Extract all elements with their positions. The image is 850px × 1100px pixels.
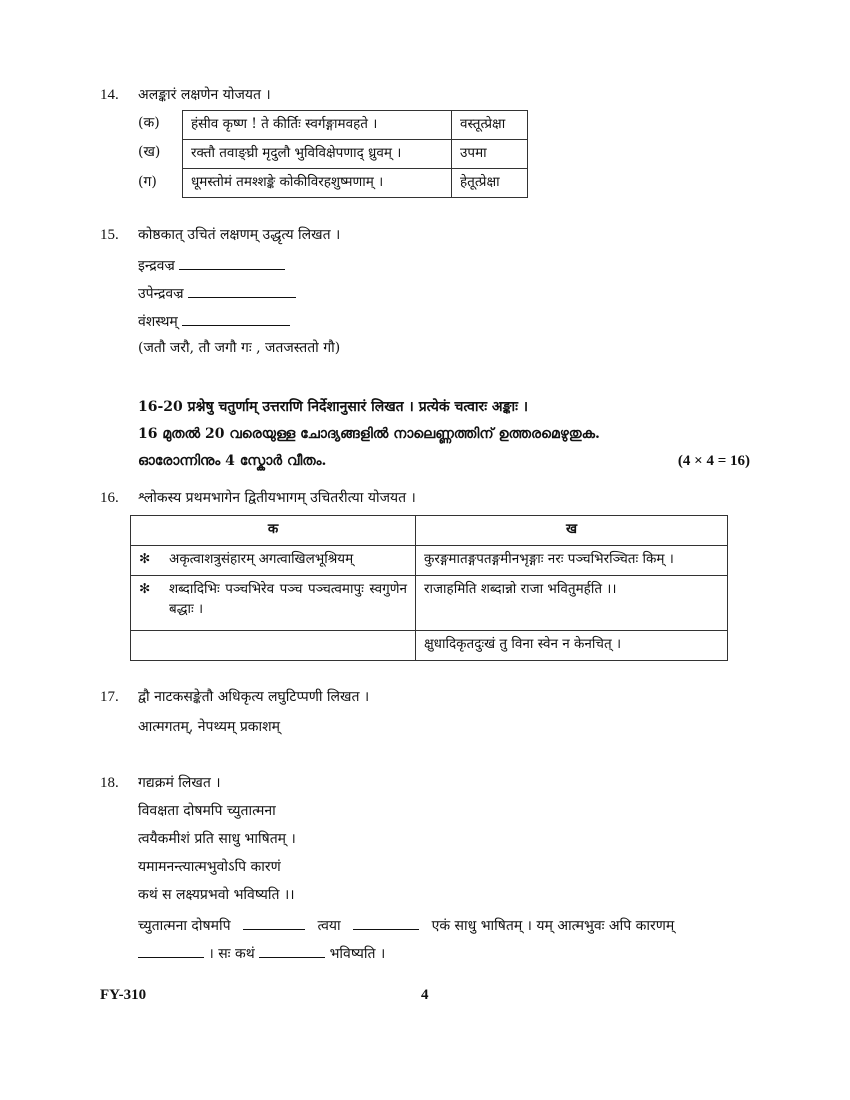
meter-name: उपेन्द्रवज्र: [138, 286, 184, 302]
row-label: (क): [138, 115, 160, 131]
prose-line: [138, 915, 674, 936]
table-row: [131, 576, 728, 631]
question-text: श्लोकस्य प्रथमभागेन द्वितीयभागम् उचितरीत्या योजयत ।: [138, 490, 416, 506]
question-number: 16.: [100, 490, 119, 506]
verse-line: त्वयैकमीशं प्रति साधु भाषितम् ।: [138, 831, 296, 847]
page-number: 4: [421, 987, 429, 1003]
verse-cell: रक्तौ तवाङ्घ्री मृदुलौ भुविविक्षेपणाद् ध्रुवम् ।: [183, 140, 452, 169]
alankara-table: [182, 110, 528, 198]
table-row: [183, 169, 528, 198]
right-cell: कुरङ्गमातङ्गपतङ्गमीनभृङ्गाः नरः पञ्चभिरञ्चितः किम् ।: [416, 546, 728, 576]
malayalam-instruction: ഓരോന്നിനും 4 സ്കോർ വീതം.: [138, 453, 327, 469]
meter-name: वंशस्थम्: [138, 314, 178, 330]
prose-line: [138, 943, 385, 964]
hint-text: (जतौ जरौ, तौ जगौ गः , जतजस्ततो गौ): [138, 340, 341, 356]
figure-cell: उपमा: [452, 140, 528, 169]
question-number: 17.: [100, 689, 119, 705]
question-text: द्वौ नाटकसङ्केतौ अधिकृत्य लघुटिप्पणी लिखत ।: [138, 689, 370, 705]
figure-cell: वस्तूत्प्रेक्षा: [452, 111, 528, 140]
table-header-row: [131, 516, 728, 546]
bullet-icon: ✻: [139, 551, 151, 567]
section-instruction: 16-20 प्रश्नेषु चतुर्णाम् उत्तराणि निर्देशानुसारं लिखत । प्रत्येकं चत्वारः अङ्काः ।: [138, 399, 529, 415]
figure-cell: हेतूत्प्रेक्षा: [452, 169, 528, 198]
verse-line: कथं स लक्ष्यप्रभवो भविष्यति ।।: [138, 887, 295, 903]
prose-text: एकं साधु भाषितम् । यम् आत्मभुवः अपि कारणम्: [431, 918, 675, 934]
left-cell: [131, 546, 416, 576]
left-text: अकृत्वाशत्रुसंहारम् अगत्वाखिलभूश्रियम्: [169, 551, 354, 567]
paper-code: FY-310: [100, 987, 147, 1003]
bullet-icon: ✻: [139, 581, 151, 597]
prose-text: भविष्यति ।: [329, 946, 386, 962]
prose-text: त्वया: [317, 918, 341, 934]
table-row: [131, 546, 728, 576]
meter-item: [138, 255, 285, 276]
matching-table: [130, 515, 728, 661]
terms-text: आत्मगतम्, नेपथ्यम् प्रकाशम्: [138, 719, 281, 735]
answer-blank[interactable]: [243, 915, 305, 930]
meter-item: [138, 311, 290, 332]
answer-blank[interactable]: [188, 283, 296, 298]
answer-blank[interactable]: [179, 255, 285, 270]
left-text: शब्दादिभिः पञ्चभिरेव पञ्च पञ्चत्वमापुः स्वगुणेन बद्धाः ।: [169, 581, 407, 617]
verse-cell: धूमस्तोमं तमश्शङ्के कोकीविरहशुष्मणाम् ।: [183, 169, 452, 198]
meter-item: [138, 283, 296, 304]
question-number: 14.: [100, 87, 119, 103]
table-row: [183, 111, 528, 140]
prose-text: च्युतात्मना दोषमपि: [138, 918, 231, 934]
verse-cell: हंसीव कृष्ण ! ते कीर्तिः स्वर्गङ्गामवहते ।: [183, 111, 452, 140]
question-number: 15.: [100, 227, 119, 243]
table-row: [131, 631, 728, 661]
question-text: गद्यक्रमं लिखत ।: [138, 775, 221, 791]
verse-line: विवक्षता दोषमपि च्युतात्मना: [138, 803, 276, 819]
meter-name: इन्द्रवज्र: [138, 258, 175, 274]
right-cell: क्षुधादिकृतदुःखं तु विना स्वेन न केनचित् ।: [416, 631, 728, 661]
answer-blank[interactable]: [138, 943, 204, 958]
table-row: [183, 140, 528, 169]
answer-blank[interactable]: [182, 311, 290, 326]
row-label: (ख): [138, 144, 161, 160]
column-header: ख: [416, 516, 728, 546]
answer-blank[interactable]: [259, 943, 325, 958]
answer-blank[interactable]: [353, 915, 419, 930]
malayalam-instruction: 16 മുതൽ 20 വരെയുള്ള ചോദ്യങ്ങളിൽ നാലെണ്ണത്തിന് ഉത്തരമെഴുതുക.: [138, 426, 600, 442]
row-label: (ग): [138, 174, 157, 190]
question-number: 18.: [100, 775, 119, 791]
question-text: कोष्ठकात् उचितं लक्षणम् उद्धृत्य लिखत ।: [138, 227, 341, 243]
verse-line: यमामनन्त्यात्मभुवोऽपि कारणं: [138, 859, 281, 875]
column-header: क: [131, 516, 416, 546]
left-cell: [131, 576, 416, 631]
question-text: अलङ्कारं लक्षणेन योजयत ।: [138, 87, 271, 103]
right-cell: राजाहमिति शब्दान्नो राजा भवितुमर्हति ।।: [416, 576, 728, 631]
left-cell: [131, 631, 416, 661]
marks-label: (4 × 4 = 16): [677, 453, 750, 469]
prose-text: । सः कथं: [208, 946, 255, 962]
